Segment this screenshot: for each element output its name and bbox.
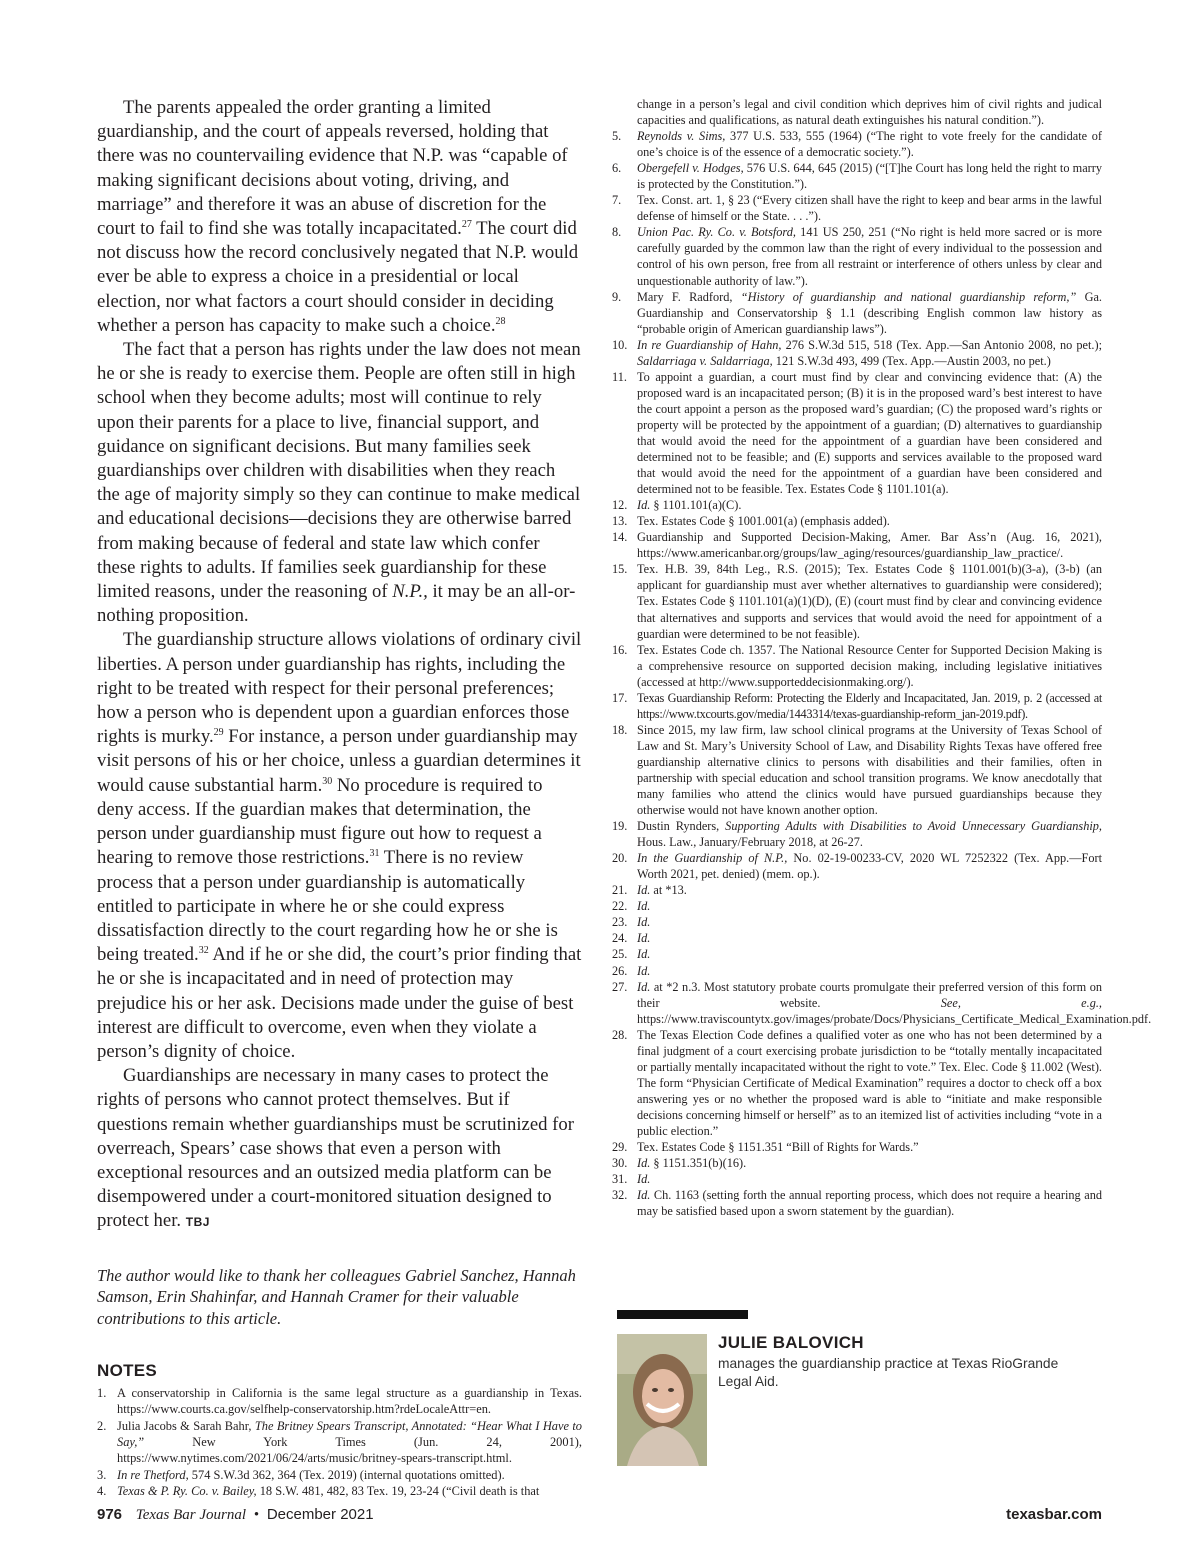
note-item: 29. Tex. Estates Code § 1151.351 “Bill of Rights for Wards.” [612, 1140, 919, 1155]
footnote-ref[interactable]: 28 [495, 315, 506, 327]
right-column [612, 96, 1152, 1219]
paragraph: The guardianship structure allows violations of ordinary civil liberties. A person under guardianship has rights, including the right to be treated with respect for their personal preferences; how a person who is dependent upon a guardian enforces those rights is murky.$^{29}$ For instance, a person under guardianship may visit persons of his or her choice, unless a guardian determines it would cause substantial harm.$^{30}$ No procedure is required to deny access. If the guardian makes that determination, the person under guardianship must figure out how to request a hearing to remove those restrictions.$^{31}$ There is no review process that a person under guardianship is automatically entitled to participate in where he or she could express dissatisfaction directly to the court regarding how he or she is being treated.$^{32}$ And if he or she did, the court’s prior finding that he or she is incapacitated and in need of protection may prejudice his or her ask. Decisions made under the guise of best interest are difficult to overcome, even when they violate a person’s dignity of choice. [97, 629, 582, 1062]
page-footer [97, 1506, 1102, 1524]
note-item: 28. The Texas Election Code defines a qualified voter as one who has not been determined by a final judgment of a court exercising probate jurisdiction to be “totally mentally incapacitated or partially mentally incapacitated without the right to vote.” Tex. Elec. Code § 11.002 (West). The form “Physician Certificate of Medical Examination” requires a doctor to check off a box answering yes or no whether the proposed ward is able to “initiate and make responsible decisions concerning himself or herself” as to an itemized list of activities including “vote in a public election.” [612, 1027, 1102, 1138]
footnote-ref[interactable]: 31 [369, 848, 380, 860]
notes-heading: NOTES [97, 1361, 158, 1381]
footer-separator: • [253, 1507, 260, 1523]
notes-list [97, 1385, 582, 1499]
note-item: 31. Id. [612, 1172, 651, 1187]
note-item: 1. A conservatorship in California is the same legal structure as a guardianship in Texas. https://www.courts.ca.gov/selfhelp-conservatorship.htm?rdeLocaleAttr=en. [97, 1386, 582, 1417]
note-item: 18. Since 2015, my law firm, law school clinical programs at the University of Texas School of Law and St. Mary’s University School of Law, and Disability Rights Texas have offered free guardianship alternative clinics to persons with disabilities and their families, often in partnership with special education and school transition programs. We know anecdotally that many families who attend the clinics would have pursued guardianships because they otherwise would not have known another option. [612, 722, 1102, 818]
note-item: 32. Id. Ch. 1163 (setting forth the annual reporting process, which does not require a hearing and may be satisfied based upon a sworn statement by the guardian). [612, 1188, 1102, 1219]
note-item: 26. Id. [612, 963, 651, 978]
author-name: JULIE BALOVICH [718, 1333, 864, 1352]
website-link[interactable]: texasbar.com [1006, 1506, 1102, 1523]
note-item: 25. Id. [612, 947, 651, 962]
note-item: 16. Tex. Estates Code ch. 1357. The National Resource Center for Supported Decision Making is a comprehensive resource on supported decision making, including legislative initiatives (accessed at http://www.supporteddecisionmaking.org/). [612, 642, 1102, 689]
author-photo [617, 1334, 707, 1466]
note-item: 15. Tex. H.B. 39, 84th Leg., R.S. (2015); Tex. Estates Code § 1101.001(b)(3-a), (3-b) (an applicant for guardianship must aver whether alternatives to guardianship were considered); Tex. Estates Code § 1101.101(a)(1)(D), (E) (court must find by clear and convincing evidence that alternatives and supports and services that would avoid the need for appointment of a guardian were determined to be not feasible). [612, 562, 1102, 641]
note-item: 6. Obergefell v. Hodges, 576 U.S. 644, 645 (2015) (“[T]he Court has long held the right to marry is protected by the Constitution.”). [612, 161, 1102, 192]
paragraph: Guardianships are necessary in many cases to protect the rights of persons who cannot protect themselves. But if questions remain whether guardianships must be scrutinized for overreach, Spears’ case shows that even a person with exceptional resources and an outsized media platform can be disempowered under a court-monitored situation designed to protect her. TBJ [97, 1065, 574, 1232]
note-item: 12. Id. § 1101.101(a)(C). [612, 498, 742, 513]
note-item: 22. Id. [612, 899, 651, 914]
note-item: 27. Id. at *2 n.3. Most statutory probate courts promulgate their preferred version of this form on their website. See, e.g., https://www.traviscountytx.gov/images/probate/Docs/Physicians_Certificate_Medical_Examination.pdf. [612, 979, 1152, 1026]
note-item: 2. Julia Jacobs & Sarah Bahr, The Britney Spears Transcript, Annotated: “Hear What I Have to Say,” New York Times (Jun. 24, 2001), https://www.nytimes.com/2021/06/24/arts/music/britney-spears-transcript.html. [97, 1418, 583, 1466]
note-item: 4. Texas & P. Ry. Co. v. Bailey, 18 S.W. 481, 482, 83 Tex. 19, 23-24 (“Civil death is that [97, 1483, 540, 1498]
note-item: 13. Tex. Estates Code § 1001.001(a) (emphasis added). [612, 514, 890, 529]
note-item: 23. Id. [612, 915, 651, 930]
note-item: 11. To appoint a guardian, a court must find by clear and convincing evidence that: (A) the proposed ward is an incapacitated person; (B) it is in the proposed ward’s best interest to have the court appoint a person as the proposed ward’s guardian; (C) the proposed ward’s rights or property will be protected by the appointment of a guardian; (D) alternatives to guardianship that would avoid the need for the appointment of a guardian have been considered and determined not to be feasible; and (E) supports and services available to the proposed ward that would avoid the need for the appointment of a guardian have been considered and determined not to be feasible. Tex. Estates Code § 1101.101(a). [612, 369, 1102, 497]
note-item-continued: change in a person’s legal and civil condition which deprives him of civil rights and judical capacities and qualifications, as natural death extinguishes his natural condition.”). [637, 97, 1102, 128]
note-item: 9. Mary F. Radford, “History of guardianship and national guardianship reform,” Ga. Guardianship and Conservatorship § 1.1 (describing English common law history as “probable origin of American guardianship laws”). [612, 289, 1102, 336]
note-item: 8. Union Pac. Ry. Co. v. Botsford, 141 US 250, 251 (“No right is held more sacred or is more carefully guarded by the common law than the right of every individual to the possession and control of his own person, free from all restraint or interference of others unless by clear and unquestionable authority of law.”). [612, 225, 1102, 288]
note-item: 14. Guardianship and Supported Decision-Making, Amer. Bar Ass’n (Aug. 16, 2021), https://www.americanbar.org/groups/law_aging/resources/guardianship_law_practice/. [612, 530, 1102, 561]
note-item: 17. Texas Guardianship Reform: Protecting the Elderly and Incapacitated, Jan. 2019, p. 2 (accessed at https://www.txcourts.gov/media/1443314/texas-guardianship-reform_jan-2019.pdf). [612, 690, 1102, 721]
acknowledgement: The author would like to thank her colleagues Gabriel Sanchez, Hannah Samson, Erin Shahinfar, and Hannah Cramer for their valuable contributions to this article. [97, 1265, 576, 1328]
note-item: 20. In the Guardianship of N.P., No. 02-19-00233-CV, 2020 WL 7252322 (Tex. App.—Fort Worth 2021, pet. denied) (mem. op.). [612, 851, 1102, 882]
paragraph: The fact that a person has rights under the law does not mean he or she is ready to exercise them. People are often still in high school when they become adults; most will continue to rely upon their parents for a place to live, financial support, and guidance on significant decisions. But many families seek guardianships over children with disabilities when they reach the age of majority simply so they can continue to make medical and educational decisions—decisions they are otherwise barred from making because of federal and state law which confer these rights to adults. If families seek guardianship for these limited reasons, under the reasoning of N.P., it may be an all-or-nothing proposition. [97, 339, 581, 627]
note-item: 19. Dustin Rynders, Supporting Adults with Disabilities to Avoid Unnecessary Guardianship, Hous. Law., January/February 2018, at 26-27. [612, 819, 1103, 850]
footnote-ref[interactable]: 27 [461, 218, 472, 230]
journal-name: Texas Bar Journal [135, 1507, 247, 1523]
left-column [97, 96, 582, 1499]
note-item: 5. Reynolds v. Sims, 377 U.S. 533, 555 (1964) (“The right to vote freely for the candidate of one’s choice is of the essence of a democratic society.”). [612, 129, 1102, 160]
paragraph: The parents appealed the order granting a limited guardianship, and the court of appeals reversed, holding that there was no countervailing evidence that N.P. was “capable of making significant decisions about voting, driving, and marriage” and therefore it was an abuse of discretion for the court to fail to find she was totally incapacitated.$^{27}$ The court did not discuss how the record conclusively negated that N.P. would ever be able to express a choice in a presidential or local election, nor what factors a court should consider in deciding whether a person has capacity to make such a choice.$^{28}$ [97, 97, 579, 336]
footnote-ref[interactable]: 32 [198, 944, 209, 956]
note-item: 10. In re Guardianship of Hahn, 276 S.W.3d 515, 518 (Tex. App.—San Antonio 2008, no pet.); Saldarriaga v. Saldarriaga, 121 S.W.3d 493, 499 (Tex. App.—Austin 2003, no pet.) [612, 337, 1102, 368]
note-item: 3. In re Thetford, 574 S.W.3d 362, 364 (Tex. 2019) (internal quotations omitted). [97, 1467, 505, 1482]
author-description: manages the guardianship practice at Texas RioGrande Legal Aid. [718, 1356, 1059, 1389]
note-item: 7. Tex. Const. art. 1, § 23 (“Every citizen shall have the right to keep and bear arms in the lawful defense of himself or the State. . . .”). [612, 193, 1102, 224]
author-portrait-image [617, 1334, 707, 1466]
note-item: 21. Id. at *13. [612, 883, 687, 898]
issue-date: December 2021 [266, 1506, 374, 1523]
page-number: 976 [97, 1506, 123, 1523]
tbj-end-mark: TBJ [185, 1215, 210, 1230]
footnote-ref[interactable]: 29 [213, 727, 224, 739]
author-divider-bar [617, 1310, 748, 1319]
note-item: 24. Id. [612, 931, 651, 946]
note-item: 30. Id. § 1151.351(b)(16). [612, 1156, 747, 1171]
footnote-ref[interactable]: 30 [322, 775, 333, 787]
article-body [97, 96, 582, 1235]
notes-list-continued [612, 96, 1152, 1219]
